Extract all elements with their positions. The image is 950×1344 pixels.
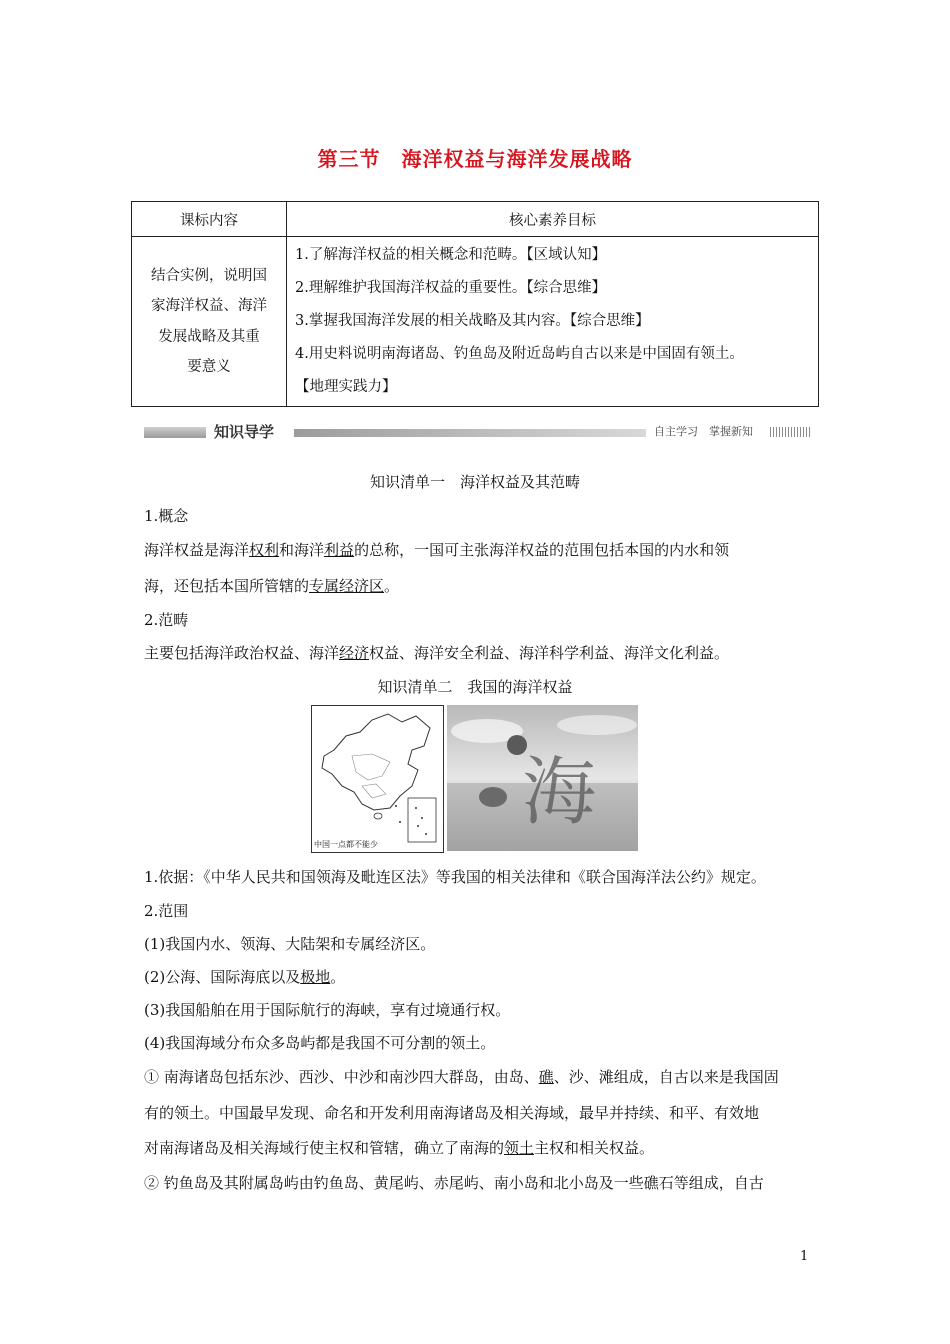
south-sea-line-3: 对南海诸岛及相关海域行使主权和管辖，确立了南海的领土主权和相关权益。 bbox=[144, 1139, 655, 1157]
goal-item: 3.掌握我国海洋发展的相关战略及其内容。【综合思维】 bbox=[295, 313, 650, 329]
goal-item: 4.用史料说明南海诸岛、钓鱼岛及附近岛屿自古以来是中国固有领土。 bbox=[295, 346, 744, 362]
range-item-3: (3)我国船舶在用于国际航行的海峡，享有过境通行权。 bbox=[144, 1001, 511, 1019]
banner-bar-left bbox=[144, 427, 206, 438]
goal-item: 1.了解海洋权益的相关概念和范畴。【区域认知】 bbox=[295, 247, 607, 263]
standards-line: 家海洋权益、海洋 bbox=[151, 298, 267, 314]
table-header-standards: 课标内容 bbox=[132, 202, 287, 237]
standards-line: 发展战略及其重 bbox=[158, 328, 260, 345]
range-item-1: (1)我国内水、领海、大陆架和专属经济区。 bbox=[144, 935, 436, 953]
banner-ticks bbox=[770, 427, 810, 437]
banner-label: 知识导学 bbox=[214, 423, 275, 441]
standards-content-cell bbox=[132, 237, 287, 407]
china-outline-icon bbox=[312, 706, 443, 852]
banner-subtitle: 自主学习 掌握新知 bbox=[654, 425, 753, 438]
sea-photo-image bbox=[447, 705, 638, 851]
map-caption: 中国一点都不能少 bbox=[314, 840, 378, 849]
section2-heading: 知识清单二 我国的海洋权益 bbox=[377, 678, 573, 696]
south-sea-line-1: ① 南海诸岛包括东沙、西沙、中沙和南沙四大群岛，由岛、礁、沙、滩组成，自古以来是我国固 bbox=[144, 1068, 779, 1086]
concept-line-2: 海，还包括本国所管辖的专属经济区。 bbox=[144, 577, 400, 595]
diaoyu-line-1: ② 钓鱼岛及其附属岛屿由钓鱼岛、黄尾屿、赤尾屿、南小岛和北小岛及一些礁石等组成，自古 bbox=[144, 1174, 764, 1192]
page-number: 1 bbox=[800, 1249, 809, 1264]
table-header-goals: 核心素养目标 bbox=[287, 202, 819, 237]
goal-item: 【地理实践力】 bbox=[295, 379, 397, 395]
concept-line-1: 海洋权益是海洋权利和海洋利益的总称，一国可主张海洋权益的范围包括本国的内水和领 bbox=[144, 541, 730, 559]
basis-line: 1.依据：《中华人民共和国领海及毗连区法》等我国的相关法律和《联合国海洋法公约》规定。 bbox=[144, 868, 766, 886]
standards-table bbox=[131, 201, 819, 407]
goals-cell bbox=[287, 237, 819, 407]
scope-line: 主要包括海洋政治权益、海洋经济权益、海洋安全利益、海洋科学利益、海洋文化利益。 bbox=[144, 644, 730, 662]
standards-line: 结合实例，说明国 bbox=[151, 267, 267, 284]
range-item-2: (2)公海、国际海底以及极地。 bbox=[144, 968, 346, 986]
china-map-image bbox=[311, 705, 444, 853]
standards-line: 要意义 bbox=[187, 359, 231, 375]
scope-title: 2.范畴 bbox=[144, 611, 189, 629]
sea-character: 海 bbox=[522, 749, 596, 835]
goal-item: 2.理解维护我国海洋权益的重要性。【综合思维】 bbox=[295, 280, 607, 296]
range-item-4: (4)我国海域分布众多岛屿都是我国不可分割的领土。 bbox=[144, 1034, 496, 1052]
concept-title: 1.概念 bbox=[144, 507, 189, 525]
south-sea-line-2: 有的领土。中国最早发现、命名和开发利用南海诸岛及相关海域，最早并持续、和平、有效地 bbox=[144, 1104, 760, 1122]
range-title: 2.范围 bbox=[144, 902, 189, 920]
banner-bar-middle bbox=[294, 429, 646, 437]
knowledge-banner bbox=[144, 424, 810, 440]
page-title: 第三节 海洋权益与海洋发展战略 bbox=[317, 147, 633, 171]
section1-heading: 知识清单一 海洋权益及其范畴 bbox=[369, 473, 580, 491]
